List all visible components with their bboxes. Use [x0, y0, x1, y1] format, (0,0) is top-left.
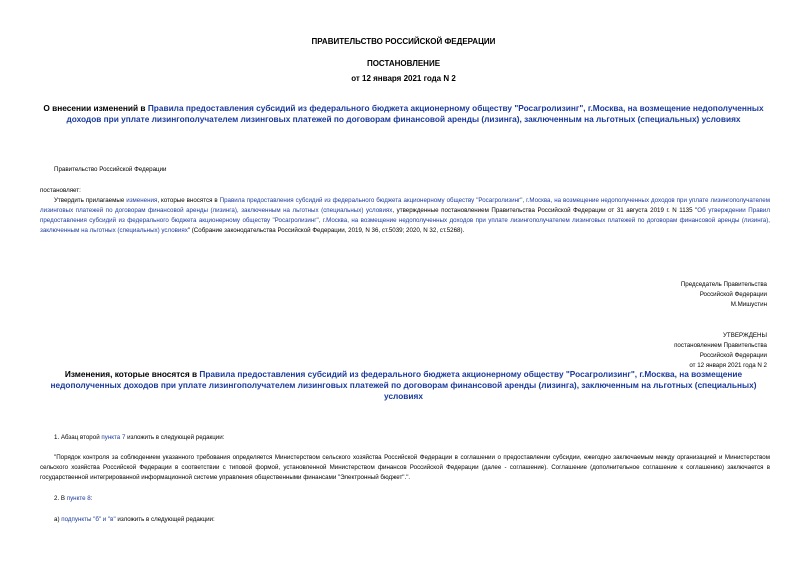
- approved-heading: УТВЕРЖДЕНЫ: [723, 332, 767, 339]
- signature-name: М.Мишустин: [730, 301, 767, 308]
- item-a-suffix: изложить в следующей редакции:: [115, 516, 215, 523]
- changes-link[interactable]: изменения: [126, 197, 158, 204]
- title-prefix: О внесении изменений в: [43, 103, 148, 113]
- item-2-link[interactable]: пункте 8: [66, 495, 91, 502]
- changes-title-rules-link[interactable]: Правила предоставления субсидий из федерального бюджета акционерному обществу "Росагролизинг", г.Москва, на возмещение недополученных доходов при уплате лизингополучателем лизинговых платежей по договорам финансовой аренды (лизинга), заключенным на льготных (специальных) условиях: [50, 369, 757, 401]
- item-1-suffix: изложить в следующей редакции:: [125, 434, 225, 441]
- approved-date: от 12 января 2021 года N 2: [689, 362, 767, 369]
- approve-mid1: , которые вносятся в: [157, 197, 220, 204]
- approve-prefix: Утвердить прилагаемые: [54, 197, 127, 204]
- approved-by: постановлением Правительства: [674, 342, 767, 349]
- item-a: [54, 515, 215, 525]
- decrees-word: постановляет:: [40, 187, 81, 194]
- rules-link[interactable]: Правила предоставления субсидий из федерального бюджета акционерному обществу "Росагролизинг", г.Москва, на возмещение недополученных доходов при уплате лизингополучателем лизинговых платежей по договорам финансовой аренды (лизинга), заключенным на льготных (специальных) условиях: [40, 197, 770, 214]
- approve-paragraph: [40, 196, 770, 236]
- item-1: [54, 433, 224, 443]
- changes-title-prefix: Изменения, которые вносятся в: [64, 369, 200, 379]
- approve-suffix: " (Собрание законодательства Российской Федерации, 2019, N 36, ст.5039; 2020, N 32, ст.5268).: [187, 227, 465, 234]
- title-rules-link[interactable]: Правила предоставления субсидий из федерального бюджета акционерному обществу "Росагролизинг", г.Москва, на возмещение недополученных доходов при уплате лизингополучателем лизинговых платежей по договорам финансовой аренды (лизинга), заключенным на льготных (специальных) условиях: [66, 103, 764, 124]
- government-heading: ПРАВИТЕЛЬСТВО РОССИЙСКОЙ ФЕДЕРАЦИИ: [311, 37, 496, 46]
- document-title: [30, 103, 777, 125]
- item-2-prefix: 2. В: [54, 495, 67, 502]
- document-date: от 12 января 2021 года N 2: [351, 74, 456, 83]
- document-type: ПОСТАНОВЛЕНИЕ: [366, 59, 441, 68]
- item-1-prefix: 1. Абзац второй: [54, 434, 102, 441]
- item-1-link[interactable]: пункта 7: [101, 434, 126, 441]
- approved-country: Российской Федерации: [699, 352, 767, 359]
- approve-mid2: , утвержденные постановлением Правительства Российской Федерации от 31 августа 2019 г. N 1135 ": [392, 207, 698, 214]
- signature-position: Председатель Правительства: [680, 281, 767, 288]
- item-a-prefix: а): [54, 516, 62, 523]
- resolution-1135-link[interactable]: Об утверждении Правил предоставления субсидий из федерального бюджета акционерному обществу "Росагролизинг", г.Москва, на возмещение недополученных доходов при уплате лизингополучателем лизинговых платежей по договорам финансовой аренды (лизинга), заключенным на льготных (специальных) условиях: [40, 207, 770, 234]
- item-2: [54, 494, 92, 504]
- government-subject: Правительство Российской Федерации: [54, 166, 167, 173]
- item-a-link[interactable]: подпункты "б" и "в": [61, 516, 116, 523]
- item-2-suffix: :: [90, 495, 93, 502]
- signature-country: Российской Федерации: [699, 291, 767, 298]
- changes-title: [30, 369, 777, 402]
- quoted-text: "Порядок контроля за соблюдением указанного требования определяется Министерством сельского хозяйства Российской Федерации в соглашении о предоставлении субсидии, ежегодно заключаемым между организацией и Министерством сельского хозяйства Российской Федерации в соответствии с типовой формой, установленной Министерством финансов Российской Федерации (далее - соглашение). Соглашение (дополнительное соглашение к соглашению) заключается в государственной интегрированной информационной системе управления общественными финансами "Электронный бюджет".".: [40, 454, 770, 481]
